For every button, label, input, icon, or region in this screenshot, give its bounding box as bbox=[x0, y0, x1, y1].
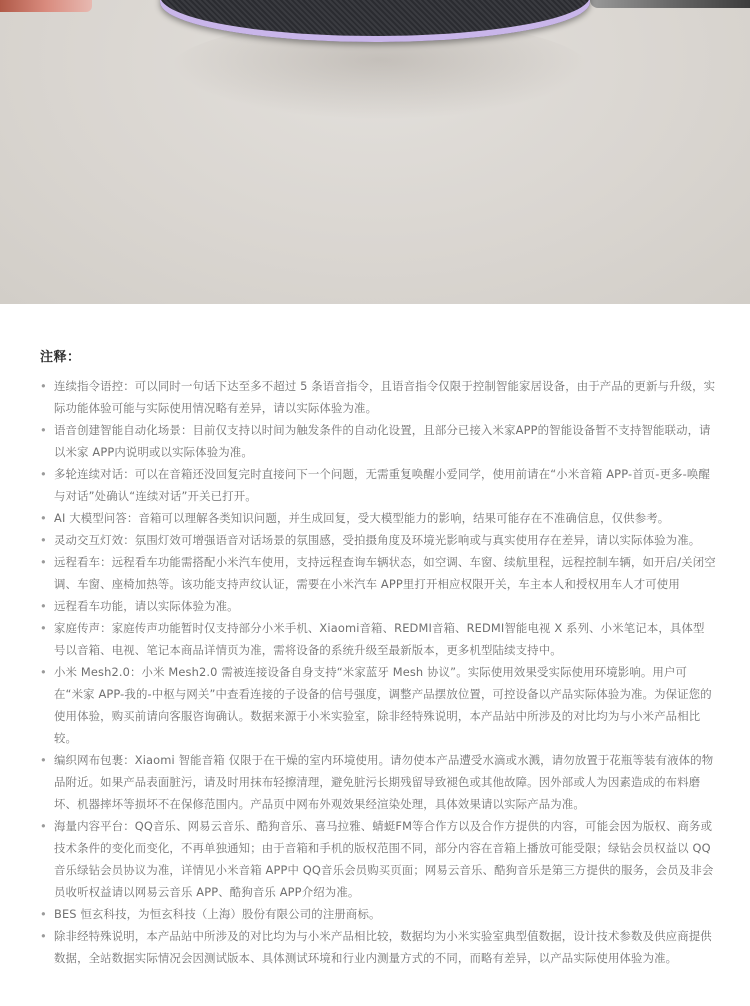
hero-corner-decoration-left bbox=[0, 0, 92, 12]
notes-section bbox=[40, 346, 716, 969]
hero-corner-decoration-right bbox=[590, 0, 750, 8]
note-item: • 语音创建智能自动化场景：目前仅支持以时间为触发条件的自动化设置，且部分已接入米家APP的智能设备暂不支持智能联动，请以米家 APP内说明或以实际体验为准。 bbox=[40, 419, 716, 463]
note-item: • 远程看车：远程看车功能需搭配小米汽车使用，支持远程查询车辆状态，如空调、车窗、续航里程，远程控制车辆，如开启/关闭空调、车窗、座椅加热等。该功能支持声纹认证，需要在小米汽车 APP里打开相应权限开关，车主本人和授权用车人才可使用 bbox=[40, 551, 716, 595]
note-item: • 编织网布包裹：Xiaomi 智能音箱 仅限于在干燥的室内环境使用。请勿使本产品遭受水滴或水溅，请勿放置于花瓶等装有液体的物品附近。如果产品表面脏污，请及时用抹布轻擦清理，避免脏污长期残留导致褪色或其他故障。因外部或人为因素造成的布料磨坏、机器摔坏等损坏不在保修范围内。产品页中网布外观效果经渲染处理，具体效果请以实际产品为准。 bbox=[40, 749, 716, 815]
note-item: • 远程看车功能，请以实际体验为准。 bbox=[40, 595, 716, 617]
note-item: • 家庭传声：家庭传声功能暂时仅支持部分小米手机、Xiaomi音箱、REDMI音箱、REDMI智能电视 X 系列、小米笔记本，具体型号以音箱、电视、笔记本商品详情页为准，需将设备的系统升级至最新版本，更多机型陆续支持中。 bbox=[40, 617, 716, 661]
note-item: • 灵动交互灯效：氛围灯效可增强语音对话场景的氛围感，受拍摄角度及环境光影响或与真实使用存在差异，请以实际体验为准。 bbox=[40, 529, 716, 551]
notes-title: 注释： bbox=[40, 350, 81, 365]
note-item: • 除非经特殊说明，本产品站中所涉及的对比均为与小米产品相比较，数据均为小米实验室典型值数据，设计技术参数及供应商提供数据，全站数据实际情况会因测试版本、具体测试环境和行业内测量方式的不同，而略有差异，以产品实际使用体验为准。 bbox=[40, 925, 716, 969]
note-item: • 小米 Mesh2.0：小米 Mesh2.0 需被连接设备自身支持“米家蓝牙 Mesh 协议”。实际使用效果受实际使用环境影响。用户可在“米家 APP-我的-中枢与网关”中查看连接的子设备的信号强度，调整产品摆放位置，可控设备以产品实际体验为准。为保证您的使用体验，购买前请向客服咨询确认。数据来源于小米实验室，除非经特殊说明，本产品站中所涉及的对比均为与小米产品相比较。 bbox=[40, 661, 716, 749]
note-item: • AI 大模型问答：音箱可以理解各类知识问题，并生成回复，受大模型能力的影响，结果可能存在不准确信息，仅供参考。 bbox=[40, 507, 716, 529]
note-item: • 连续指令语控：可以同时一句话下达至多不超过 5 条语音指令，且语音指令仅限于控制智能家居设备，由于产品的更新与升级，实际功能体验可能与实际使用情况略有差异，请以实际体验为准。 bbox=[40, 375, 716, 419]
product-hero-image bbox=[0, 0, 750, 304]
note-item: • BES 恒玄科技，为恒玄科技（上海）股份有限公司的注册商标。 bbox=[40, 903, 716, 925]
note-item: • 海量内容平台：QQ音乐、网易云音乐、酷狗音乐、喜马拉雅、蜻蜓FM等合作方以及合作方提供的内容，可能会因为版权、商务或技术条件的变化而变化，不再单独通知；由于音箱和手机的版权范围不同，部分内容在音箱上播放可能受限；绿钻会员权益以 QQ音乐绿钻会员协议为准，详情见小米音箱 APP中 QQ音乐会员购买页面；网易云音乐、酷狗音乐是第三方提供的服务，会员及非会员收听权益请以网易云音乐 APP、酷狗音乐 APP介绍为准。 bbox=[40, 815, 716, 903]
note-item: • 多轮连续对话：可以在音箱还没回复完时直接问下一个问题，无需重复唤醒小爱同学，使用前请在“小米音箱 APP-首页-更多-唤醒与对话”处确认“连续对话”开关已打开。 bbox=[40, 463, 716, 507]
notes-list bbox=[40, 375, 716, 969]
